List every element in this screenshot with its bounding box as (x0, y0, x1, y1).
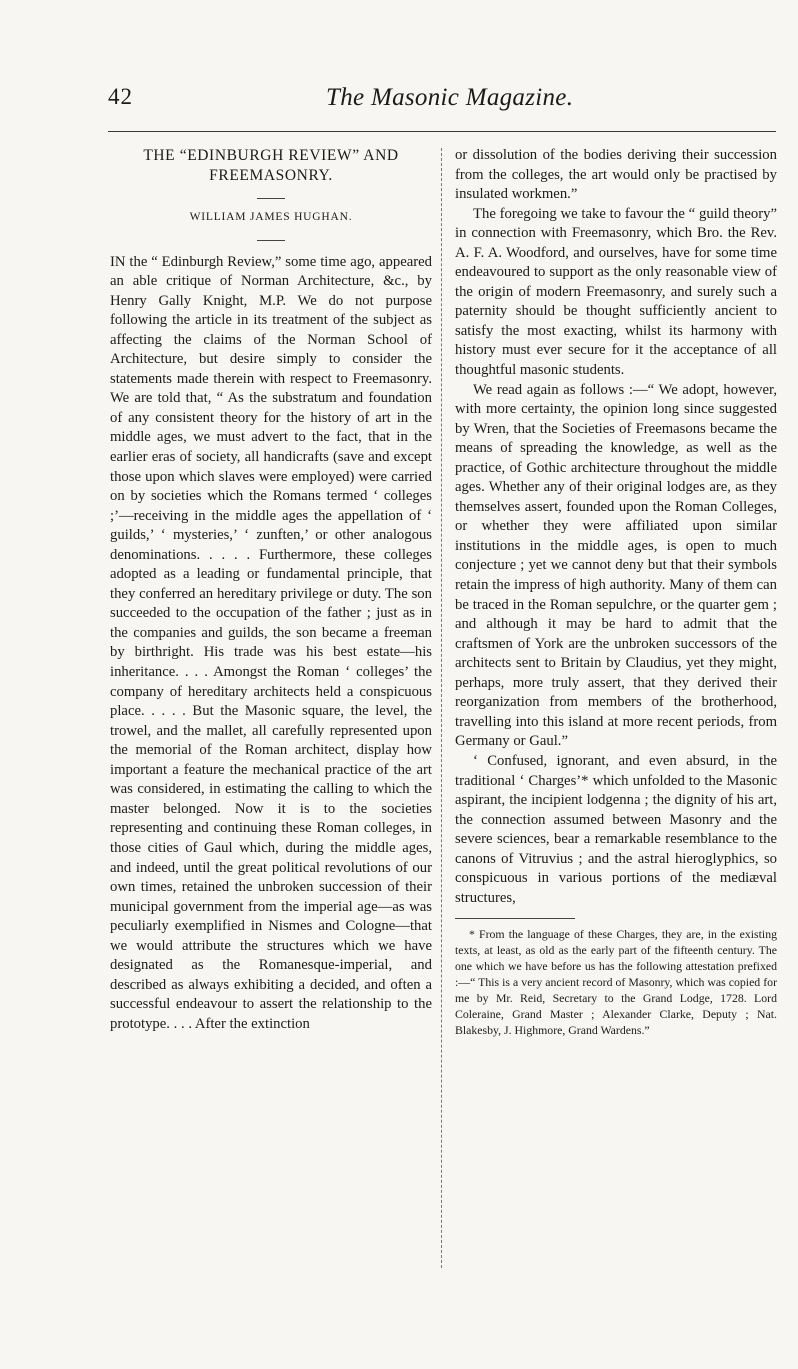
right-paragraph-4: ‘ Confused, ignorant, and even absurd, in the traditional ‘ Charges’* which unfolded to the Masonic aspirant, the incipient lodgenna ; the dignity of his art, the connection assumed between Masonry and the severe sciences, bear a remarkable resemblance to the canons of Vitruvius ; and the astral hieroglyphics, so conspicuous in various portions of the mediæval structures, (455, 752, 777, 906)
article-title (110, 146, 432, 186)
right-column (455, 146, 777, 1039)
right-paragraph-2: The foregoing we take to favour the “ guild theory” in connection with Freemasonry, which Bro. the Rev. A. F. A. Woodford, and ourselves, have for some time endeavoured to support as the only reasonable view of the origin of modern Freemasonry, and surely such a paternity should be thought sufficiently ancient to satisfy the most exacting, whilst its harmony with history must ever secure for it the acceptance of all thoughtful masonic students. (455, 205, 777, 379)
article-title-line2: FREEMASONRY. (209, 167, 333, 184)
running-title: The Masonic Magazine. (326, 84, 574, 111)
header-rule (108, 131, 776, 132)
page-header (108, 84, 778, 120)
right-paragraph-1: or dissolution of the bodies deriving their succession from the colleges, the art would only be practised by insulated workmen.” (455, 147, 777, 203)
article-title-line1: THE “EDINBURGH REVIEW” AND (143, 147, 399, 164)
column-divider (441, 148, 442, 1268)
footnote: * From the language of these Charges, they are, in the existing texts, at least, as old as the early part of the fifteenth century. The one which we have before us has the following attestation prefixed :—“ This is a very ancient record of Masonry, which was copied for me by Mr. Reid, Secretary to the Grand Lodge, 1728. Lord Coleraine, Grand Master ; Alexander Clarke, Deputy ; Nat. Blakesby, J. Highmore, Grand Wardens.” (455, 927, 777, 1037)
page-number: 42 (108, 84, 133, 109)
right-paragraph-3: We read again as follows :—“ We adopt, however, with more certainty, the opinion long since suggested by Wren, that the Societies of Freemasons became the means of spreading the knowledge, as well as the practice, of Gothic architecture throughout the middle ages. Whether any of their original lodges are, as they themselves assert, founded upon the Roman Colleges, or whether they were affiliated upon similar institutions in the middle ages, is open to much conjecture ; yet we cannot deny but that their symbols retain the impress of high authority. Many of them can be traced in the Roman sepulchre, or the quarter gem ; and although it may be hard to admit that the craftsmen of York are the unbroken successors of the architects sent to Britain by Claudius, yet they might, perhaps, more truly assert, that they derived their reorganization from members of the brotherhood, travelling into this island at more recent periods, from Germany or Gaul.” (455, 381, 777, 750)
footnote-rule (455, 918, 575, 919)
article-author: WILLIAM JAMES HUGHAN. (189, 211, 353, 223)
left-column (110, 146, 432, 1034)
left-paragraph-1: IN the “ Edinburgh Review,” some time ago, appeared an able critique of Norman Architecture, &c., by Henry Gally Knight, M.P. We do not purpose following the article in its treatment of the subject as affecting the claims of the Norman School of Architecture, but desire simply to consider the statements made therein with respect to Freemasonry. We are told that, “ As the substratum and foundation of any consistent theory for the history of art in the middle ages, we must advert to the fact, that in the earlier eras of society, all handicrafts (save and except those upon which slaves were employed) were carried on by societies which the Romans termed ‘ colleges ;’—receiving in the middle ages the appellation of ‘ guilds,’ ‘ mysteries,’ ‘ zunften,’ or other analogous denominations. . . . . Furthermore, these colleges adopted as a leading or fundamental principle, that they conferred an hereditary privilege or duty. The son succeeded to the occupation of the father ; just as in the companies and guilds, the son became a freeman by birthright. His trade was his best estate—his inheritance. . . . Amongst the Roman ‘ colleges’ the company of hereditary architects held a conspicuous place. . . . . But the Masonic square, the level, the trowel, and the mallet, all carefully represented upon the memorial of the Roman architect, display how important a feature the mechanical practice of the art was considered, in estimating the calling to which the master belonged. Now it is to the societies representing and continuing these Roman colleges, in those cities of Gaul which, during the middle ages, and indeed, until the great political revolutions of our own times, retained the unbroken succession of their municipal government from the imperial age—as was peculiarly exemplified in Nismes and Cologne—that we would attribute the structures which we have designated as the Romanesque-imperial, and described as always exhibiting a decided, and often a successful endeavour to assert the relationship to the prototype. . . . After the extinction (110, 253, 432, 1032)
author-rule (257, 240, 285, 241)
title-rule (257, 198, 285, 199)
